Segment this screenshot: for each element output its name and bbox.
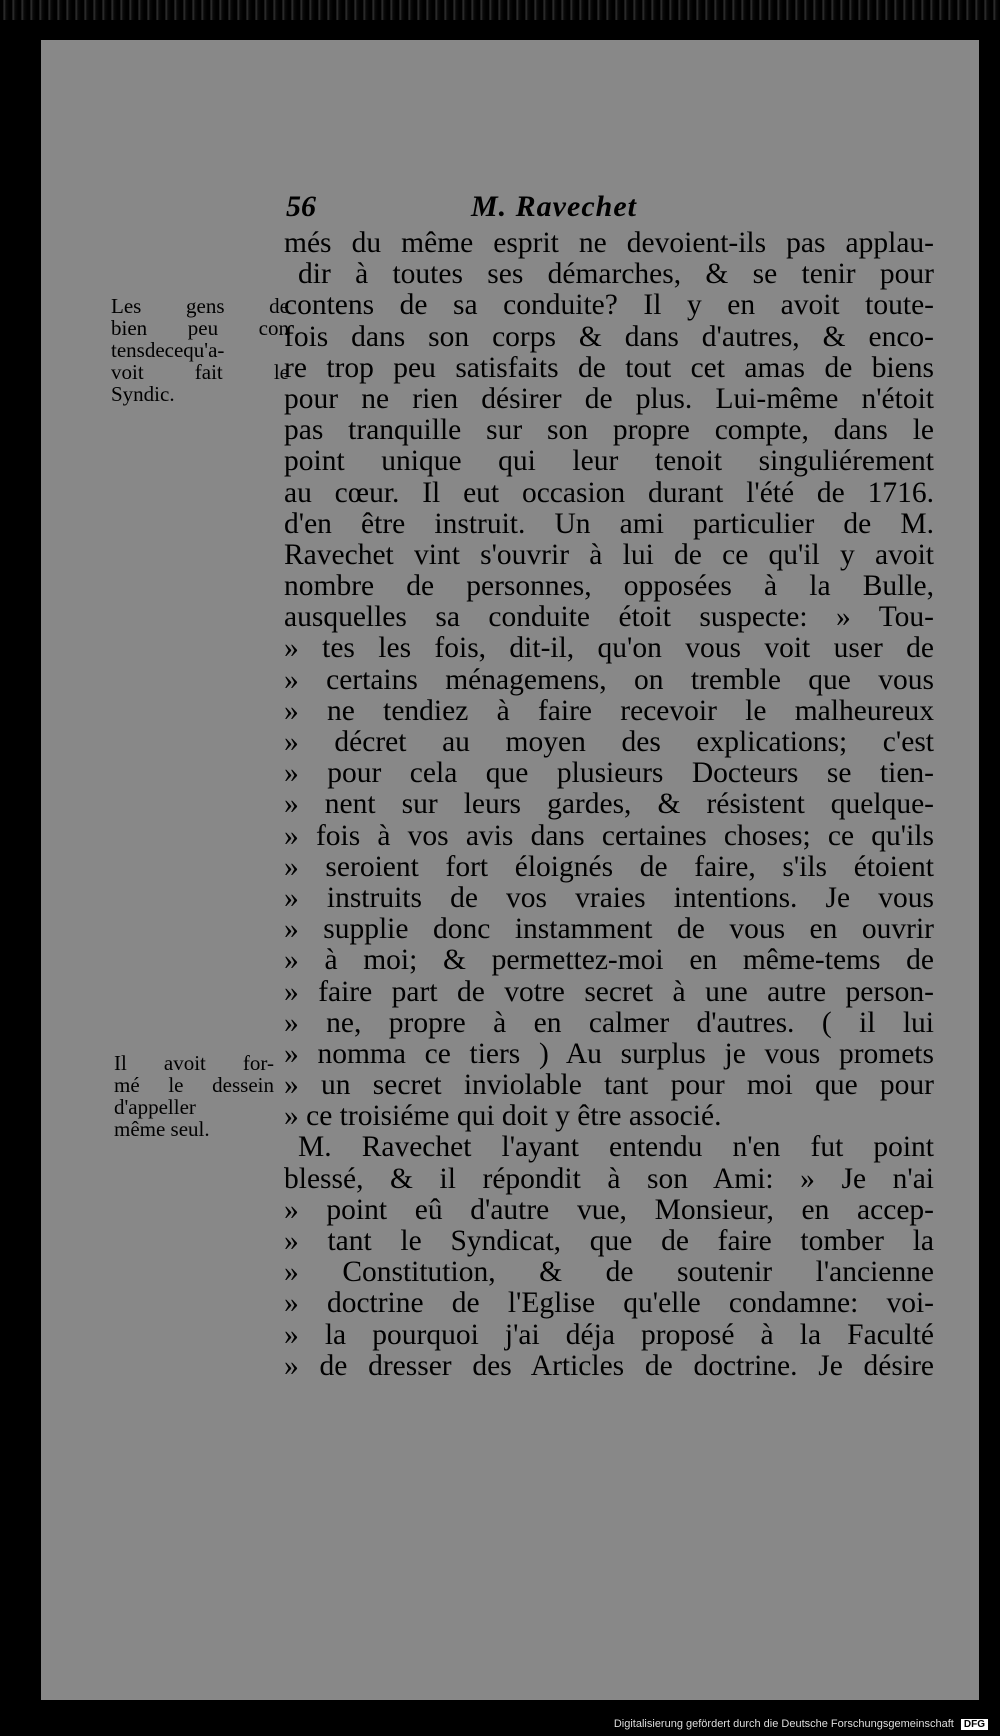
text-line: point unique qui leur tenoit singuliérement [284,445,934,478]
text-line: més du même esprit ne devoient-ils pas applau- [284,227,934,259]
text-line: » de dresser des Articles de doctrine. Je désire [284,1349,934,1382]
text-line: ausquelles sa conduite étoit suspecte: » Tou- [284,601,934,634]
margin-note-1 [111,295,289,405]
text-line: » faire part de votre secret à une autre person- [284,975,934,1008]
margin-note-line: même seul. [114,1117,210,1141]
text-line: » ne tendiez à faire recevoir le malheureux [284,694,934,727]
margin-note-line: tensdecequ'a- [111,338,225,362]
body-text [284,228,934,1382]
text-line: » un secret inviolable tant pour moi que pour [284,1069,934,1102]
text-line: » tant le Syndicat, que de faire tomber la [284,1225,934,1257]
text-line: dir à toutes ses démarches, & se tenir pour [298,258,934,291]
text-line: contens de sa conduite? Il y en avoit toute- [284,289,934,322]
text-line: » fois à vos avis dans certaines choses; ce qu'ils [284,819,934,852]
margin-note-line: Les gens de [111,294,289,318]
text-line: » supplie donc instamment de vous en ouvrir [284,913,934,946]
digitization-credit [614,1718,988,1730]
scan-edge-noise [0,0,1000,20]
margin-note-line: mé le dessein [114,1073,274,1097]
text-line: » pour cela que plusieurs Docteurs se tien- [284,757,934,790]
margin-note-line: Il avoit for- [114,1051,274,1075]
dfg-logo: DFG [961,1719,988,1730]
page-number: 56 [286,190,316,223]
margin-note-line: Syndic. [111,382,175,406]
credit-text: Digitalisierung gefördert durch die Deutsche Forschungsgemeinschaft [613,1718,954,1730]
text-line: » seroient fort éloignés de faire, s'ils étoient [284,850,934,883]
margin-note-2 [114,1052,274,1140]
text-line: fois dans son corps & dans d'autres, & enco- [284,320,934,353]
text-line: » nomma ce tiers ) Au surplus je vous promets [284,1037,934,1070]
text-line: » à moi; & permettez-moi en même-tems de [284,944,934,977]
text-line: » certains ménagemens, on tremble que vous [284,663,934,696]
text-line: d'en être instruit. Un ami particulier de M. [284,507,934,540]
text-line: » doctrine de l'Eglise qu'elle condamne: voi- [284,1287,934,1320]
text-line: Ravechet vint s'ouvrir à lui de ce qu'il y avoit [284,538,934,571]
text-line: » tes les fois, dit-il, qu'on vous voit user de [284,632,934,665]
text-line: » Constitution, & de soutenir l'ancienne [284,1256,934,1289]
text-line: pas tranquille sur son propre compte, dans le [284,414,934,447]
text-line: blessé, & il répondit à son Ami: » Je n'ai [284,1162,934,1195]
text-line: » point eû d'autre vue, Monsieur, en accep- [284,1193,934,1226]
margin-note-line: bien peu con [111,316,289,340]
text-line: re trop peu satisfaits de tout cet amas de biens [284,351,934,384]
running-title: M. Ravechet [471,190,637,223]
margin-note-line: d'appeller [114,1095,196,1119]
text-line: M. Ravechet l'ayant entendu n'en fut point [298,1131,934,1164]
text-line: pour ne rien désirer de plus. Lui-même n'étoit [284,382,934,415]
running-head [286,190,926,228]
book-page [41,40,979,1700]
text-line: » la pourquoi j'ai déja proposé à la Faculté [284,1318,934,1351]
text-line: » instruits de vos vraies intentions. Je vous [284,881,934,914]
text-line: nombre de personnes, opposées à la Bulle, [284,570,934,603]
text-line: » nent sur leurs gardes, & résistent quelque- [284,788,934,821]
text-line: au cœur. Il eut occasion durant l'été de 1716. [284,476,934,509]
margin-note-line: voit fait le [111,360,289,384]
text-line: » décret au moyen des explications; c'est [284,726,934,758]
text-line: » ce troisiéme qui doit y être associé. [284,1100,722,1133]
text-line: » ne, propre à en calmer d'autres. ( il lui [284,1006,934,1039]
